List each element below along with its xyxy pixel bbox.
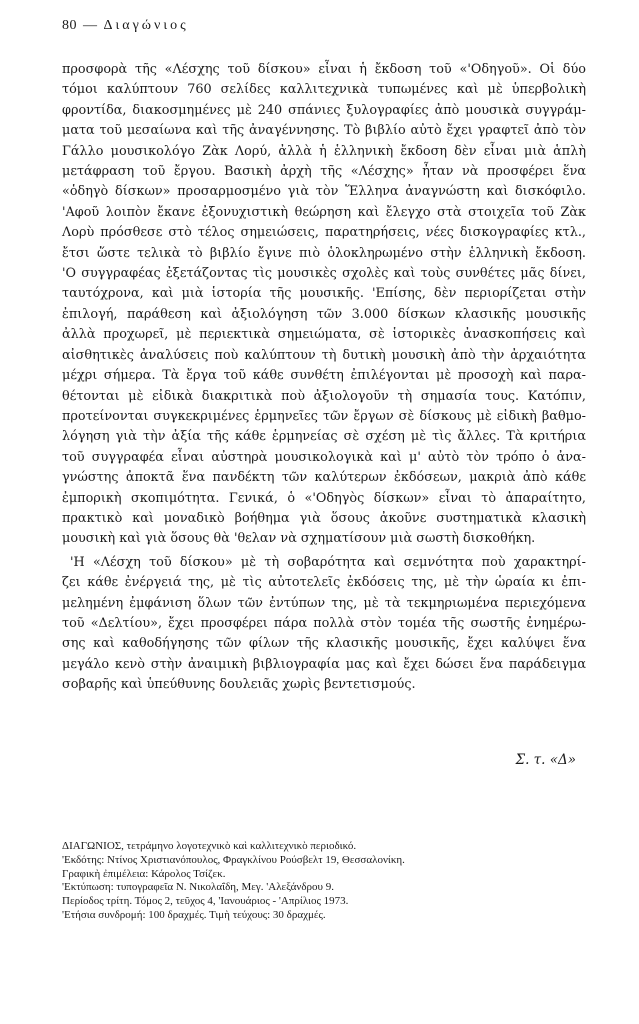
imprint-line: 'Εκδότης: Ντίνος Χριστιανόπουλος, Φραγκλίνου Ρούσβελτ 19, Θεσσαλονίκη. bbox=[62, 853, 405, 866]
text-line: αἰσθητικὲς ἀναλύσεις ποὺ καλύπτουν τὴ δυτικὴ μουσικὴ ἀπὸ τὴν ἀρχαιότητα bbox=[62, 347, 586, 363]
imprint-line: ΔΙΑΓΩΝΙΟΣ, τετράμηνο λογοτεχνικὸ καὶ καλλιτεχνικὸ περιοδικό. bbox=[62, 840, 357, 852]
text-line: τόμοι καλύπτουν 760 σελίδες καλλιτεχνικὰ τυπωμένες καὶ μὲ ὑπερβολικὴ bbox=[62, 82, 586, 98]
page-number: 80 bbox=[62, 18, 77, 33]
journal-title: Διαγώνιος bbox=[103, 18, 189, 33]
paragraph-1 bbox=[62, 60, 586, 550]
text-line: Λορὺ πρόσθεσε στὸ τέλος σημειώσεις, παρατηρήσεις, νέες δισκογραφίες κτλ., bbox=[62, 225, 586, 241]
paragraph-2 bbox=[62, 553, 586, 696]
text-line: σοβαρῆς καὶ ὑπεύθυνης δουλειᾶς χωρὶς βεντετισμούς. bbox=[62, 677, 416, 693]
page-header bbox=[62, 18, 189, 34]
text-line: 'Η «Λέσχη τοῦ δίσκου» μὲ τὴ σοβαρότητα καὶ σεμνότητα ποὺ χαρακτηρί- bbox=[70, 554, 586, 570]
text-line: ἐπιλογή, παράθεση καὶ ἀξιολόγηση τῶν 3.000 δίσκων κλασικῆς μουσικῆς bbox=[62, 306, 586, 322]
imprint-line: Περίοδος τρίτη. Τόμος 2, τεῦχος 4, 'Ιανουάριος - 'Απρίλιος 1973. bbox=[62, 895, 349, 908]
text-line: προσφορὰ τῆς «Λέσχης τοῦ δίσκου» εἶναι ἡ ἔκδοση τοῦ «'Οδηγοῦ». Οἱ δύο bbox=[62, 62, 586, 77]
text-line: θέτονται μὲ εἰδικὰ διακριτικὰ ποὺ ἀξιολογοῦν τὴ σημασία τους. Κατόπιν, bbox=[62, 388, 586, 404]
text-line: 'Ο συγγραφέας ἐξετάζοντας τὶς μουσικὲς σχολὲς καὶ τοὺς συνθέτες μᾶς δίνει, bbox=[62, 266, 586, 282]
text-line: ζει κάθε ἐνέργειά της, μὲ τὶς αὐτοτελεῖς ἐκδόσεις της, μὲ τὴν ὡραία κι ἐπι- bbox=[62, 575, 586, 591]
text-line: πρακτικὸ καὶ μοναδικὸ βοήθημα γιὰ ὅσους ἀκοῦνε συστηματικὰ κλασικὴ bbox=[62, 510, 586, 526]
imprint-block bbox=[62, 840, 582, 923]
text-line: Γάλλο μουσικολόγο Ζὰκ Λορύ, ἀλλὰ ἡ ἑλληνικὴ ἔκδοση δὲν εἶναι μιὰ ἁπλὴ bbox=[62, 143, 586, 159]
text-line: «ὁδηγὸ δίσκων» προσαρμοσμένο γιὰ τὸν Ἕλληνα ἀναγνώστη καὶ δισκόφιλο. bbox=[62, 184, 586, 200]
text-line: μετάφραση τοῦ ἔργου. Βασικὴ ἀρχὴ τῆς «Λέσχης» ἦταν νὰ προσφέρει ἕνα bbox=[62, 164, 586, 180]
text-line: μουσικὴ καὶ γιὰ ὅσους θὰ 'θελαν νὰ σχηματίσουν μιὰ σωστὴ δισκοθήκη. bbox=[62, 531, 536, 547]
text-line: 'Αφοῦ λοιπὸν ἔκανε ἐξονυχιστικὴ θεώρηση καὶ ἔλεγχο στὰ στοιχεῖα τοῦ Ζὰκ bbox=[62, 204, 586, 220]
text-line: προτείνονται συγκεκριμένες ἑρμηνεῖες τῶν ἔργων σὲ δίσκους μὲ εἰδικὴ βαθμο- bbox=[62, 408, 586, 424]
imprint-line: Γραφικὴ ἐπιμέλεια: Κάρολος Τσίζεκ. bbox=[62, 867, 226, 880]
text-line: μελημένη ἐμφάνιση ὅλων τῶν ἐντύπων της, μὲ τὰ τεκμηριωμένα περιεχόμενα bbox=[62, 595, 586, 611]
imprint-line: 'Ετήσια συνδρομή: 100 δραχμές. Τιμὴ τεύχους: 30 δραχμές. bbox=[62, 908, 326, 921]
text-line: ματα τοῦ μεσαίωνα καὶ τῆς ἀναγέννησης. Τὸ βιβλίο αὐτὸ ἔχει γραφτεῖ ἀπὸ τὸν bbox=[62, 123, 586, 139]
text-line: τοῦ συγγραφέα εἶναι αὐστηρὰ μουσικολογικὰ καὶ μ' αὐτὸ τὸν τρόπο ὁ ἀνα- bbox=[62, 449, 586, 465]
editor-signature: Σ. τ. «Δ» bbox=[515, 752, 576, 768]
text-line: λόγηση γιὰ τὴν ἀξία τῆς κάθε ἑρμηνείας σὲ σχέση μὲ τὶς ἄλλες. Τὰ κριτήρια bbox=[62, 429, 586, 445]
text-line: μεγάλο κενὸ στὴν ἀναιμικὴ βιβλιογραφία μας καὶ ἔχει δώσει ἕνα παράδειγμα bbox=[62, 656, 586, 672]
text-line: τοῦ «Δελτίου», ἔχει προσφέρει πάρα πολλὰ στὸν τομέα τῆς σωστῆς ἐνημέρω- bbox=[62, 615, 586, 631]
text-line: ἀλλὰ προχωρεῖ, μὲ περιεκτικὰ σημειώματα, σὲ ἱστορικὲς ἀνασκοπήσεις καὶ bbox=[62, 327, 586, 343]
text-line: ἔτσι ὥστε τελικὰ τὸ βιβλίο ἔγινε πιὸ ὁλοκληρωμένο στὴν ἑλληνικὴ ἔκδοση. bbox=[62, 245, 586, 261]
header-separator: — bbox=[83, 18, 98, 33]
text-line: σης καὶ καθοδήγησης τῶν φίλων τῆς κλασικῆς μουσικῆς, ἔχει καλύψει ἕνα bbox=[62, 636, 586, 652]
text-line: γνώστης ἀποκτᾶ ἕνα πανδέκτη τῶν καλύτερων ἐκδόσεων, μακριὰ ἀπὸ κάθε bbox=[62, 470, 586, 486]
text-line: φροντίδα, διακοσμημένες μὲ 240 σπάνιες ξυλογραφίες ἀπὸ μουσικὰ συγγράμ- bbox=[62, 102, 586, 118]
article-body bbox=[62, 60, 586, 696]
text-line: ταυτόχρονα, καὶ μιὰ ἱστορία τῆς μουσικῆς. 'Επίσης, δὲν περιορίζεται στὴν bbox=[62, 286, 586, 302]
imprint-line: 'Εκτύπωση: τυπογραφεῖα Ν. Νικολαΐδη, Μεγ. 'Αλεξάνδρου 9. bbox=[62, 881, 334, 894]
text-line: ἐμπορικὴ σκοπιμότητα. Γενικά, ὁ «'Οδηγὸς δίσκων» εἶναι τὸ ἀπαραίτητο, bbox=[62, 490, 586, 506]
text-line: μέχρι σήμερα. Τὰ ἔργα τοῦ κάθε συνθέτη ἐπιλέγονται μὲ προσοχὴ καὶ παρα- bbox=[62, 368, 586, 384]
